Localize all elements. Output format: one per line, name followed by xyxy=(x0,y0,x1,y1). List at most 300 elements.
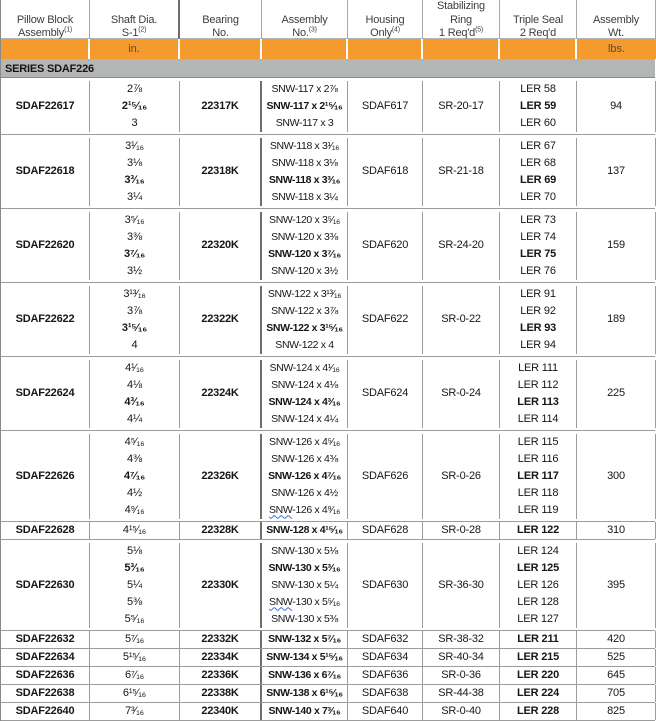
weight-value: 159 xyxy=(607,239,625,251)
column-header-line1: Shaft Dia. xyxy=(110,13,158,26)
cell-triple-seal xyxy=(500,434,577,519)
assembly-group-row xyxy=(1,357,655,431)
ler-seal-value: LER 224 xyxy=(516,687,559,699)
ler-seal-value: LER 113 xyxy=(517,395,559,408)
bearing-number: 22336K xyxy=(201,669,239,681)
cell-bearing-no xyxy=(180,212,262,280)
shaft-dia-value: 4⅛ xyxy=(127,378,142,391)
cell-stabilizing-ring xyxy=(423,543,500,628)
shaft-dia-value: 5⅛ xyxy=(127,544,142,557)
ler-seal-value: LER 74 xyxy=(520,230,556,243)
shaft-dia-value: 4¹⁵⁄₁₆ xyxy=(122,524,147,536)
cell-triple-seal xyxy=(500,286,577,354)
housing-number: SDAF632 xyxy=(361,633,409,645)
cell-triple-seal xyxy=(500,685,577,702)
shaft-dia-value: 3¹⁄₁₆ xyxy=(125,139,144,152)
unit-cell-empty xyxy=(262,39,348,59)
cell-housing-only xyxy=(348,138,423,206)
cell-pillow-block-assembly xyxy=(1,81,90,132)
cell-assembly-wt xyxy=(577,434,656,519)
cell-triple-seal xyxy=(500,703,577,720)
column-header-word: Only xyxy=(370,27,392,39)
cell-pillow-block-assembly xyxy=(1,631,90,648)
assembly-number: SDAF22624 xyxy=(15,387,75,399)
assembly-group-row xyxy=(1,283,655,357)
cell-stabilizing-ring xyxy=(423,138,500,206)
cell-housing-only xyxy=(348,212,423,280)
snw-assembly-value: SNW-118 x 3⅛ xyxy=(271,156,338,169)
cell-stabilizing-ring xyxy=(423,703,500,720)
cell-assembly-no xyxy=(262,685,348,702)
assembly-group-row xyxy=(1,540,655,631)
cell-bearing-no xyxy=(180,286,262,354)
snw-assembly-value: SNW-130 x 5³⁄₁₆ xyxy=(268,561,341,574)
cell-assembly-no xyxy=(262,360,348,428)
cell-assembly-wt xyxy=(577,703,656,720)
ler-seal-value: LER 215 xyxy=(516,651,559,663)
column-header-word: No. xyxy=(292,27,309,39)
ring-number: SR-0-28 xyxy=(441,524,481,536)
cell-shaft-dia xyxy=(90,667,180,684)
ring-number: SR-0-36 xyxy=(441,669,481,681)
snw-assembly-value: SNW-122 x 3¹³⁄₁₆ xyxy=(267,287,342,300)
ler-seal-value: LER 73 xyxy=(520,213,556,226)
cell-stabilizing-ring xyxy=(423,360,500,428)
footnote-marker: (5) xyxy=(475,26,484,34)
assembly-number: SDAF22626 xyxy=(15,469,75,482)
snw-assembly-value: SNW-130 x 5⁵⁄₁₆ xyxy=(269,595,340,608)
cell-housing-only xyxy=(348,543,423,628)
column-header-line1: Bearing xyxy=(202,13,239,26)
bearing-number: 22340K xyxy=(201,705,239,717)
snw-assembly-value: SNW-130 x 5⅜ xyxy=(271,612,338,625)
bearing-number: 22328K xyxy=(201,524,239,536)
snw-assembly-value: SNW-140 x 7³⁄₁₆ xyxy=(268,705,341,717)
cell-housing-only xyxy=(348,649,423,666)
shaft-dia-value: 5¹⁵⁄₁₆ xyxy=(122,651,147,663)
assembly-group-row xyxy=(1,135,655,209)
ring-number: SR-36-30 xyxy=(438,578,484,591)
cell-housing-only xyxy=(348,685,423,702)
cell-bearing-no xyxy=(180,360,262,428)
bearing-number: 22334K xyxy=(201,651,239,663)
cell-assembly-wt xyxy=(577,286,656,354)
ler-seal-value: LER 60 xyxy=(520,116,556,129)
housing-number: SDAF617 xyxy=(361,99,409,112)
cell-bearing-no xyxy=(180,703,262,720)
cell-assembly-no xyxy=(262,138,348,206)
cell-assembly-no xyxy=(262,434,348,519)
housing-number: SDAF620 xyxy=(361,239,409,251)
assembly-group-row xyxy=(1,667,655,685)
cell-triple-seal xyxy=(500,360,577,428)
unit-cell-empty xyxy=(1,39,90,59)
bearing-number: 22324K xyxy=(201,387,239,399)
ler-seal-value: LER 119 xyxy=(517,503,559,516)
ler-seal-value: LER 70 xyxy=(520,190,556,203)
snw-assembly-value: SNW-130 x 5¼ xyxy=(271,578,338,591)
cell-pillow-block-assembly xyxy=(1,685,90,702)
cell-triple-seal xyxy=(500,138,577,206)
snw-assembly-value: SNW-124 x 4⅛ xyxy=(271,378,338,391)
cell-assembly-no xyxy=(262,522,348,539)
shaft-dia-value: 6¹⁵⁄₁₆ xyxy=(122,687,147,699)
snw-word: SNW xyxy=(268,503,293,516)
cell-pillow-block-assembly xyxy=(1,667,90,684)
cell-stabilizing-ring xyxy=(423,649,500,666)
cell-bearing-no xyxy=(180,543,262,628)
assembly-number: SDAF22620 xyxy=(15,239,75,251)
cell-assembly-no xyxy=(262,667,348,684)
snw-assembly-value: SNW-124 x 4³⁄₁₆ xyxy=(268,395,341,408)
snw-assembly-value: SNW-118 x 3¹⁄₁₆ xyxy=(269,139,340,152)
shaft-dia-value: 4½ xyxy=(127,486,142,499)
shaft-dia-value: 3 xyxy=(131,116,138,129)
snw-assembly-value: SNW-126 x 4⁹⁄₁₆ xyxy=(268,503,341,516)
shaft-dia-value: 2¹⁵⁄₁₆ xyxy=(121,99,148,112)
column-header-line1: Triple Seal xyxy=(513,13,563,26)
cell-stabilizing-ring xyxy=(423,685,500,702)
cell-assembly-wt xyxy=(577,212,656,280)
bearing-number: 22326K xyxy=(201,469,239,482)
ring-number: SR-0-26 xyxy=(441,469,481,482)
footnote-marker: (4) xyxy=(391,26,400,34)
footnote-marker: (1) xyxy=(64,26,73,34)
weight-value: 825 xyxy=(607,705,625,717)
cell-triple-seal xyxy=(500,649,577,666)
snw-assembly-value: SNW-126 x 4½ xyxy=(271,486,338,499)
cell-shaft-dia xyxy=(90,286,180,354)
assembly-number: SDAF22634 xyxy=(15,651,75,663)
ler-seal-value: LER 124 xyxy=(517,544,559,557)
ring-number: SR-24-20 xyxy=(438,239,484,251)
cell-bearing-no xyxy=(180,434,262,519)
unit-cell-empty xyxy=(423,39,500,59)
column-header-line1: Assembly xyxy=(592,13,640,26)
ler-seal-value: LER 92 xyxy=(520,304,556,317)
assembly-group-row xyxy=(1,703,655,721)
weight-value: 300 xyxy=(607,469,625,482)
column-header-word: Wt. xyxy=(608,27,624,39)
cell-shaft-dia xyxy=(90,685,180,702)
snw-word: SNW xyxy=(269,595,293,608)
cell-pillow-block-assembly xyxy=(1,286,90,354)
cell-assembly-no xyxy=(262,631,348,648)
cell-pillow-block-assembly xyxy=(1,138,90,206)
weight-value: 137 xyxy=(607,165,625,177)
cell-triple-seal xyxy=(500,212,577,280)
cell-assembly-no xyxy=(262,703,348,720)
shaft-dia-value: 5⅜ xyxy=(127,595,142,608)
assembly-group-row xyxy=(1,431,655,522)
cell-pillow-block-assembly xyxy=(1,522,90,539)
shaft-dia-value: 4⁹⁄₁₆ xyxy=(124,503,145,516)
bearing-number: 22330K xyxy=(201,578,239,591)
cell-assembly-wt xyxy=(577,649,656,666)
ler-seal-value: LER 75 xyxy=(519,247,557,260)
unit-cell: in. xyxy=(90,39,180,59)
assembly-number: SDAF22630 xyxy=(15,578,75,591)
shaft-dia-value: 4⅜ xyxy=(127,452,142,465)
shaft-dia-value: 5¼ xyxy=(127,578,142,591)
shaft-dia-value: 3½ xyxy=(127,264,142,277)
snw-assembly-value: SNW-120 x 3⁷⁄₁₆ xyxy=(268,247,341,260)
snw-assembly-value: SNW-136 x 6⁷⁄₁₆ xyxy=(268,669,341,681)
snw-assembly-value: SNW-126 x 4⅜ xyxy=(271,452,338,465)
snw-assembly-value: SNW-120 x 3⁵⁄₁₆ xyxy=(269,213,340,226)
column-header-word: S-1 xyxy=(121,27,139,39)
cell-shaft-dia xyxy=(90,703,180,720)
ler-seal-value: LER 117 xyxy=(517,469,559,482)
cell-pillow-block-assembly xyxy=(1,212,90,280)
snw-assembly-value: SNW-128 x 4¹⁵⁄₁₆ xyxy=(266,524,343,536)
cell-housing-only xyxy=(348,703,423,720)
ring-number: SR-21-18 xyxy=(438,165,484,177)
bearing-number: 22318K xyxy=(201,165,239,177)
snw-assembly-value: SNW-122 x 4 xyxy=(275,338,334,351)
snw-assembly-value: SNW-120 x 3½ xyxy=(271,264,338,277)
assembly-number: SDAF22618 xyxy=(15,165,75,177)
shaft-dia-value: 3⁵⁄₁₆ xyxy=(124,213,145,226)
shaft-dia-value: 4 xyxy=(131,338,138,351)
ler-seal-value: LER 126 xyxy=(517,578,559,591)
snw-assembly-value: SNW-118 x 3³⁄₁₆ xyxy=(268,173,341,186)
cell-shaft-dia xyxy=(90,522,180,539)
ler-seal-value: LER 112 xyxy=(517,378,559,391)
column-header-word: 2 Req'd xyxy=(519,27,557,39)
cell-shaft-dia xyxy=(90,631,180,648)
housing-number: SDAF628 xyxy=(361,524,409,536)
weight-value: 645 xyxy=(607,669,625,681)
cell-stabilizing-ring xyxy=(423,81,500,132)
snw-assembly-value: SNW-134 x 5¹⁵⁄₁₆ xyxy=(266,651,343,663)
shaft-dia-value: 3³⁄₁₆ xyxy=(124,173,145,186)
shaft-dia-value: 3⅛ xyxy=(127,156,142,169)
ring-number: SR-38-32 xyxy=(438,633,484,645)
ler-seal-value: LER 69 xyxy=(519,173,557,186)
column-header-line1: Assembly xyxy=(281,13,328,26)
weight-value: 189 xyxy=(607,313,625,325)
unit-cell-empty xyxy=(180,39,262,59)
cell-bearing-no xyxy=(180,81,262,132)
unit-cell-empty xyxy=(500,39,577,59)
bearing-number: 22322K xyxy=(201,313,239,325)
housing-number: SDAF622 xyxy=(361,313,409,325)
housing-number: SDAF634 xyxy=(361,651,409,663)
assembly-number: SDAF22636 xyxy=(15,669,75,681)
ler-seal-value: LER 67 xyxy=(520,139,556,152)
cell-triple-seal xyxy=(500,631,577,648)
weight-value: 395 xyxy=(607,578,625,591)
cell-bearing-no xyxy=(180,667,262,684)
ler-seal-value: LER 94 xyxy=(520,338,556,351)
shaft-dia-value: 5⁷⁄₁₆ xyxy=(124,633,145,645)
cell-assembly-wt xyxy=(577,522,656,539)
bearing-number: 22317K xyxy=(201,99,239,112)
bearing-number: 22332K xyxy=(201,633,239,645)
ler-seal-value: LER 220 xyxy=(516,669,559,681)
shaft-dia-value: 7³⁄₁₆ xyxy=(125,705,144,717)
cell-bearing-no xyxy=(180,649,262,666)
cell-stabilizing-ring xyxy=(423,434,500,519)
assembly-group-row xyxy=(1,78,655,135)
ring-number: SR-44-38 xyxy=(438,687,484,699)
cell-pillow-block-assembly xyxy=(1,649,90,666)
shaft-dia-value: 4⁵⁄₁₆ xyxy=(124,435,145,448)
snw-assembly-value: SNW-122 x 3¹⁵⁄₁₆ xyxy=(266,321,343,334)
shaft-dia-value: 5⁵⁄₁₆ xyxy=(124,612,145,625)
ler-seal-value: LER 128 xyxy=(517,595,559,608)
ler-seal-value: LER 115 xyxy=(517,435,559,448)
housing-number: SDAF630 xyxy=(361,578,409,591)
cell-assembly-wt xyxy=(577,360,656,428)
snw-assembly-value: SNW-126 x 4⁵⁄₁₆ xyxy=(269,435,340,448)
snw-assembly-value: SNW-132 x 5⁷⁄₁₆ xyxy=(268,633,341,645)
housing-number: SDAF638 xyxy=(361,687,409,699)
cell-housing-only xyxy=(348,522,423,539)
cell-shaft-dia xyxy=(90,649,180,666)
housing-number: SDAF626 xyxy=(361,469,409,482)
snw-assembly-value: SNW-138 x 6¹⁵⁄₁₆ xyxy=(266,687,343,699)
assembly-group-row xyxy=(1,649,655,667)
housing-number: SDAF624 xyxy=(361,387,409,399)
cell-assembly-wt xyxy=(577,631,656,648)
assembly-number: SDAF22622 xyxy=(15,313,75,325)
cell-triple-seal xyxy=(500,81,577,132)
cell-shaft-dia xyxy=(90,434,180,519)
ler-seal-value: LER 118 xyxy=(517,486,559,499)
shaft-dia-value: 6⁷⁄₁₆ xyxy=(124,669,145,681)
weight-value: 525 xyxy=(607,651,625,663)
assembly-number: SDAF22638 xyxy=(15,687,75,699)
ler-seal-value: LER 68 xyxy=(520,156,556,169)
shaft-dia-value: 4¼ xyxy=(127,412,142,425)
bearing-number: 22320K xyxy=(201,239,239,251)
ler-seal-value: LER 116 xyxy=(517,452,559,465)
snw-assembly-value: SNW-126 x 4⁷⁄₁₆ xyxy=(268,469,341,482)
shaft-dia-value: 3¹³⁄₁₆ xyxy=(123,287,146,300)
assembly-number: SDAF22628 xyxy=(15,524,75,536)
weight-value: 225 xyxy=(607,387,625,399)
snw-assembly-value: SNW-124 x 4¼ xyxy=(271,412,338,425)
cell-housing-only xyxy=(348,81,423,132)
column-header-word: No. xyxy=(212,27,229,39)
cell-triple-seal xyxy=(500,543,577,628)
cell-assembly-no xyxy=(262,543,348,628)
snw-assembly-value: SNW-117 x 2¹⁵⁄₁₆ xyxy=(266,99,343,112)
cell-stabilizing-ring xyxy=(423,631,500,648)
cell-stabilizing-ring xyxy=(423,667,500,684)
cell-pillow-block-assembly xyxy=(1,360,90,428)
cell-bearing-no xyxy=(180,522,262,539)
cell-pillow-block-assembly xyxy=(1,434,90,519)
ler-seal-value: LER 58 xyxy=(520,82,556,95)
column-header-line-clipped: Stabilizing xyxy=(437,0,485,12)
assembly-number: SDAF22617 xyxy=(15,99,75,112)
cell-stabilizing-ring xyxy=(423,286,500,354)
cell-assembly-wt xyxy=(577,667,656,684)
snw-assembly-value: SNW-117 x 2⅞ xyxy=(271,82,338,95)
cell-housing-only xyxy=(348,631,423,648)
ler-seal-value: LER 91 xyxy=(520,287,556,300)
cell-housing-only xyxy=(348,360,423,428)
ler-seal-value: LER 228 xyxy=(516,705,559,717)
shaft-dia-value: 3⁷⁄₁₆ xyxy=(123,247,146,260)
ler-seal-value: LER 127 xyxy=(517,612,559,625)
cell-bearing-no xyxy=(180,631,262,648)
ler-seal-value: LER 125 xyxy=(516,561,559,574)
ler-seal-value: LER 122 xyxy=(516,524,559,536)
housing-number: SDAF618 xyxy=(361,165,409,177)
cell-assembly-wt xyxy=(577,543,656,628)
cell-triple-seal xyxy=(500,522,577,539)
shaft-dia-value: 3⅜ xyxy=(127,230,142,243)
housing-number: SDAF640 xyxy=(361,705,409,717)
ler-seal-value: LER 59 xyxy=(519,99,557,112)
assembly-group-row xyxy=(1,685,655,703)
cell-housing-only xyxy=(348,286,423,354)
cell-triple-seal xyxy=(500,667,577,684)
snw-assembly-value: SNW-122 x 3⅞ xyxy=(271,304,338,317)
column-header-word: 1 Req'd xyxy=(438,27,476,39)
snw-assembly-value: SNW-120 x 3⅜ xyxy=(271,230,338,243)
ring-number: SR-0-22 xyxy=(441,313,481,325)
table-header-row xyxy=(1,0,655,39)
column-header-line1: Housing xyxy=(365,13,405,26)
assembly-group-row xyxy=(1,631,655,649)
cell-bearing-no xyxy=(180,138,262,206)
assembly-group-row xyxy=(1,209,655,283)
bearing-number: 22338K xyxy=(201,687,239,699)
weight-value: 310 xyxy=(607,524,625,536)
cell-shaft-dia xyxy=(90,360,180,428)
cell-shaft-dia xyxy=(90,212,180,280)
cell-housing-only xyxy=(348,434,423,519)
cell-assembly-wt xyxy=(577,685,656,702)
cell-assembly-wt xyxy=(577,138,656,206)
snw-assembly-value: SNW-117 x 3 xyxy=(275,116,334,129)
assembly-group-row xyxy=(1,522,655,540)
cell-pillow-block-assembly xyxy=(1,543,90,628)
shaft-dia-value: 4⁷⁄₁₆ xyxy=(123,469,146,482)
shaft-dia-value: 4³⁄₁₆ xyxy=(124,395,145,408)
cell-assembly-wt xyxy=(577,81,656,132)
cell-assembly-no xyxy=(262,649,348,666)
assembly-number: SDAF22640 xyxy=(15,705,75,717)
units-row xyxy=(1,39,655,61)
housing-number: SDAF636 xyxy=(361,669,409,681)
unit-cell-empty xyxy=(348,39,423,59)
cell-stabilizing-ring xyxy=(423,522,500,539)
column-header-line1: Pillow Block xyxy=(16,13,74,26)
ler-seal-value: LER 211 xyxy=(517,633,559,645)
ring-number: SR-0-24 xyxy=(441,387,481,399)
ring-number: SR-40-34 xyxy=(438,651,484,663)
shaft-dia-value: 5³⁄₁₆ xyxy=(124,561,145,574)
cell-shaft-dia xyxy=(90,138,180,206)
cell-assembly-no xyxy=(262,212,348,280)
weight-value: 420 xyxy=(607,633,625,645)
cell-shaft-dia xyxy=(90,81,180,132)
ring-number: SR-20-17 xyxy=(438,99,484,112)
ler-seal-value: LER 114 xyxy=(517,412,559,425)
cell-pillow-block-assembly xyxy=(1,703,90,720)
shaft-dia-value: 3⅞ xyxy=(127,304,142,317)
shaft-dia-value: 3¼ xyxy=(127,190,142,203)
column-header-word: Assembly xyxy=(17,27,65,39)
cell-stabilizing-ring xyxy=(423,212,500,280)
ler-seal-value: LER 111 xyxy=(518,361,558,374)
